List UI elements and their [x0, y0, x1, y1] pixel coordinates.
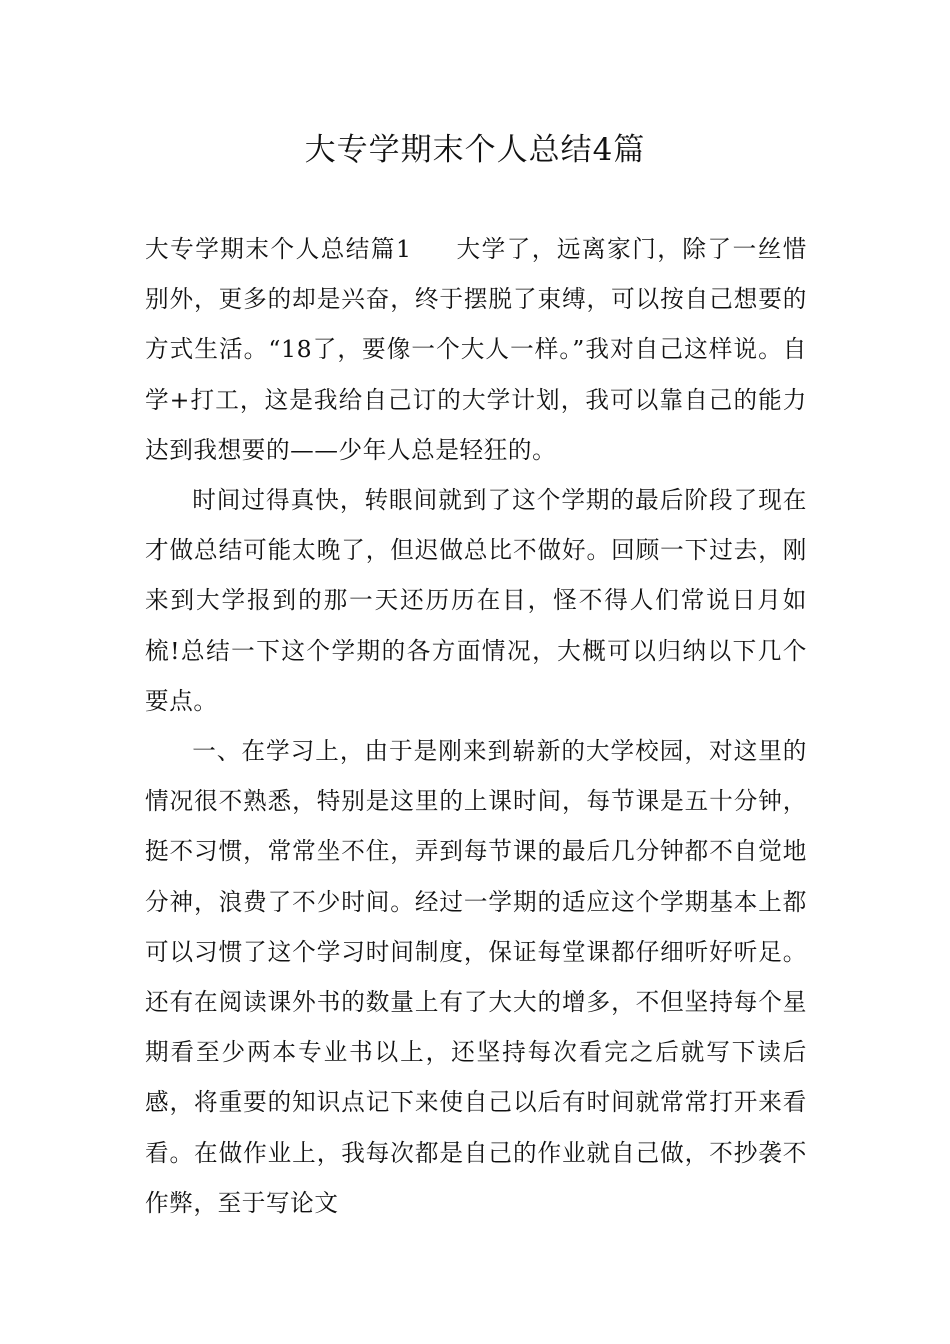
document-title: 大专学期末个人总结4篇 [304, 132, 646, 168]
paragraph-1-text: 大学了，远离家门，除了一丝惜别外，更多的却是兴奋，终于摆脱了束缚，可以按自己想要的方式生活。“18了，要像一个大人一样。”我对自己这样说。自学+打工，这是我给自己订的大学计划，我可以靠自己的能力达到我想要的——少年人总是轻狂的。 [145, 235, 807, 464]
paragraph-3: 一、在学习上，由于是刚来到崭新的大学校园，对这里的情况很不熟悉，特别是这里的上课时间，每节课是五十分钟，挺不习惯，常常坐不住，弄到每节课的最后几分钟都不自觉地分神，浪费了不少时间。经过一学期的适应这个学期基本上都可以习惯了这个学习时间制度，保证每堂课都仔细听好听足。还有在阅读课外书的数量上有了大大的增多，不但坚持每个星期看至少两本专业书以上，还坚持每次看完之后就写下读后感，将重要的知识点记下来使自己以后有时间就常常打开来看看。在做作业上，我每次都是自己的作业就自己做，不抄袭不作弊，至于写论文 [145, 737, 807, 1217]
section-heading: 大专学期末个人总结篇1 [145, 235, 412, 263]
document-body [145, 224, 807, 1228]
paragraph-1 [145, 224, 807, 475]
paragraph-2: 时间过得真快，转眼间就到了这个学期的最后阶段了现在才做总结可能太晚了，但迟做总比不做好。回顾一下过去，刚来到大学报到的那一天还历历在目，怪不得人们常说日月如梳!总结一下这个学期的各方面情况，大概可以归纳以下几个要点。 [145, 486, 807, 715]
